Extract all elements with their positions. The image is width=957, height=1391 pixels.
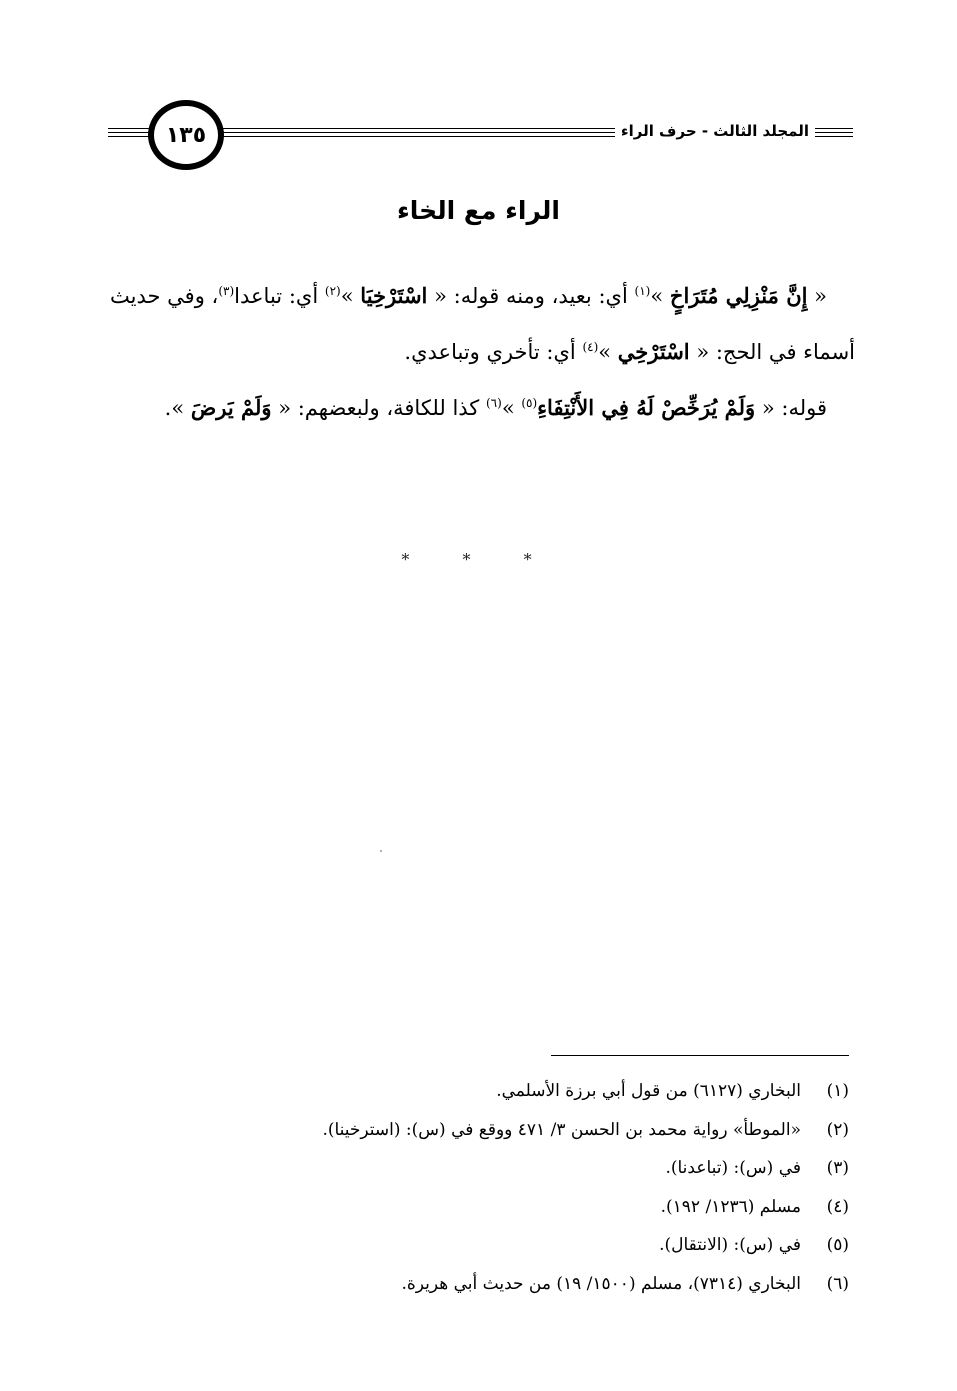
- footnotes: [89, 1072, 849, 1303]
- footnote-number: (٥): [826, 1235, 849, 1255]
- footnote-number: (٣): [826, 1158, 849, 1178]
- footnote-ref-4[interactable]: (٤): [582, 340, 599, 354]
- quote-mark: »: [501, 396, 522, 420]
- main-text: [110, 268, 855, 436]
- speck: [380, 850, 382, 852]
- hadith-quote: إِنَّ مَنْزِلِي مُتَرَاخٍ: [669, 283, 808, 308]
- footnote-text: البخاري (٧٣١٤)، مسلم (١٥٠٠/ ١٩) من حديث أبي هريرة.: [401, 1273, 801, 1294]
- footnote: [89, 1188, 849, 1227]
- body-text: كذا للكافة، ولبعضهم: «: [271, 396, 486, 420]
- body-text: ».: [164, 396, 191, 420]
- paragraph-1: [110, 268, 855, 380]
- footnote-ref-2[interactable]: (٢): [324, 284, 341, 298]
- footnote: [89, 1072, 849, 1111]
- quote-mark: «: [807, 284, 828, 308]
- body-text: قوله: «: [755, 396, 827, 420]
- body-text: أي: تأخري وتباعدي.: [404, 340, 583, 364]
- footnote: [89, 1226, 849, 1265]
- footnote: [89, 1265, 849, 1304]
- footnote-number: (٢): [826, 1119, 849, 1140]
- footnote-number: (١): [826, 1081, 849, 1101]
- quote-mark: »: [340, 284, 361, 308]
- page-number: ١٣٥: [148, 100, 224, 170]
- quote-mark: »: [598, 340, 618, 364]
- hadith-quote: وَلَمْ يُرَخِّصْ لَهُ فِي الأَنْتِفَاءِ: [537, 395, 756, 420]
- quote-mark: »: [650, 284, 670, 308]
- footnote-text: «الموطأ» رواية محمد بن الحسن ٣/ ٤٧١ ووقع في (س): (استرخينا).: [322, 1119, 801, 1140]
- section-separator: * * *: [401, 550, 556, 569]
- body-text: أي: بعيد، ومنه قوله: «: [427, 284, 635, 308]
- page-header: [108, 98, 853, 170]
- footnote-ref-6[interactable]: (٦): [485, 396, 502, 410]
- body-text: أي: تباعدا: [234, 284, 325, 308]
- hadith-quote: وَلَمْ يَرضَ: [190, 395, 272, 420]
- footnote-ref-3[interactable]: (٣): [218, 284, 235, 298]
- paragraph-2: [110, 380, 855, 436]
- footnote-ref-5[interactable]: (٥): [521, 396, 538, 410]
- footnote: [89, 1111, 849, 1150]
- running-head: المجلد الثالث - حرف الراء: [615, 122, 815, 140]
- footnote-text: مسلم (١٢٣٦/ ١٩٢).: [660, 1196, 801, 1217]
- footnote-number: (٦): [826, 1273, 849, 1294]
- body-text: ، وفي حديث أسماء في الحج: «: [110, 284, 855, 364]
- footnote-text: في (س): (تباعدنا).: [665, 1158, 801, 1178]
- footnote: [89, 1149, 849, 1188]
- footnote-ref-1[interactable]: (١): [634, 284, 651, 298]
- hadith-quote: اسْتَرْخِيَا: [360, 283, 428, 308]
- footnote-number: (٤): [826, 1196, 849, 1217]
- hadith-quote: اسْتَرْخِي: [617, 339, 690, 364]
- section-title: الراء مع الخاء: [397, 196, 560, 225]
- footnote-rule: [551, 1055, 849, 1056]
- footnote-text: البخاري (٦١٢٧) من قول أبي برزة الأسلمي.: [496, 1081, 801, 1101]
- footnote-text: في (س): (الانتقال).: [659, 1235, 801, 1255]
